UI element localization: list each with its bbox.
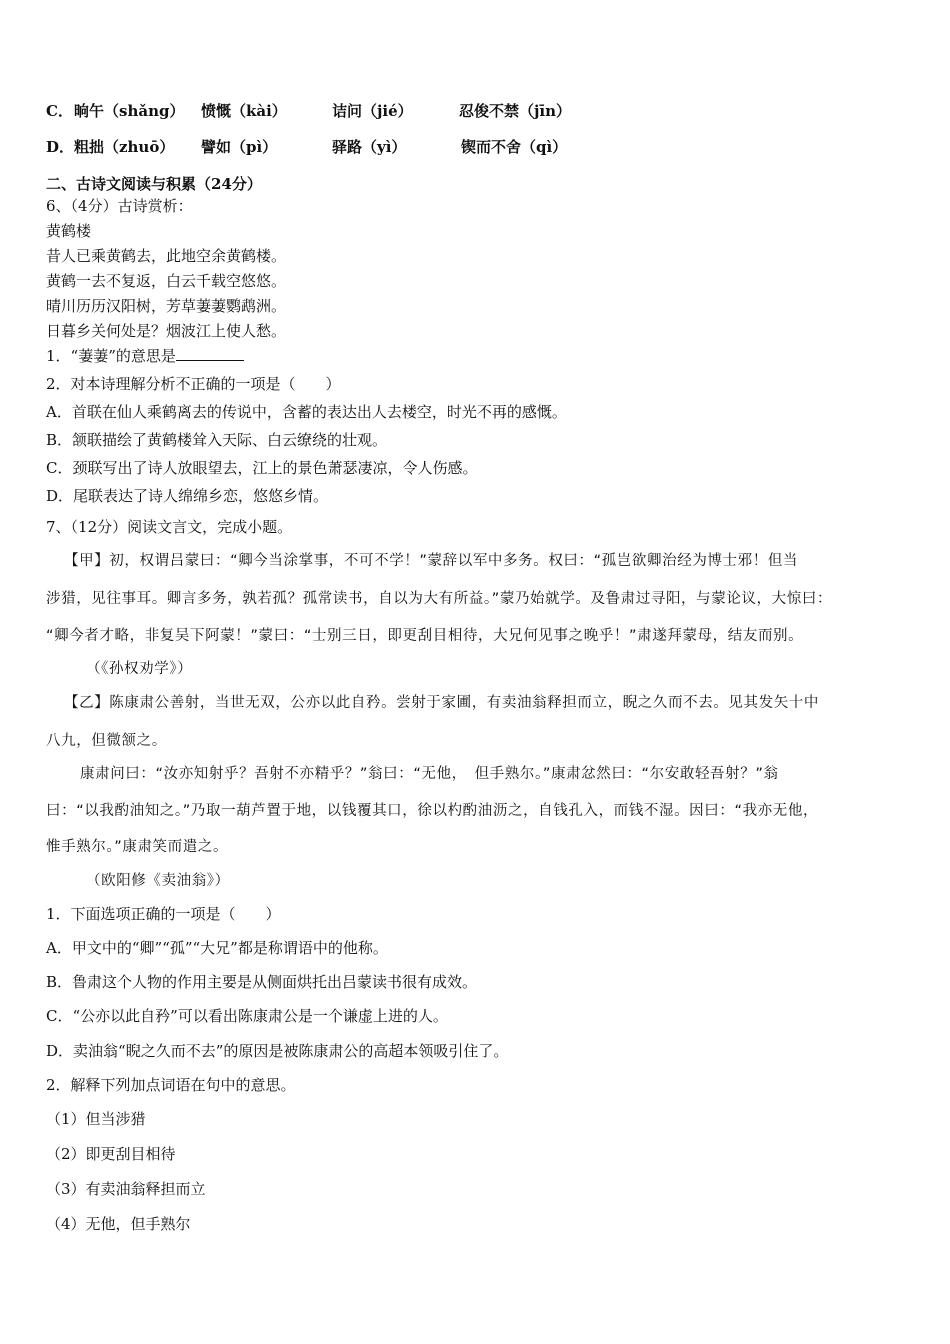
option-letter-c: C． bbox=[46, 102, 73, 120]
option-d-item-2: 譬如（pì） bbox=[201, 138, 278, 156]
q6-choice-d: D．尾联表达了诗人绵绵乡恋，悠悠乡情。 bbox=[46, 487, 329, 505]
option-c-item-4: 忍俊不禁（jīn） bbox=[459, 102, 572, 120]
poem-line: 昔人已乘黄鹤去，此地空余黄鹤楼。 bbox=[46, 247, 287, 265]
option-row-c bbox=[46, 101, 646, 123]
option-letter-d: D． bbox=[46, 138, 75, 156]
passage-yi-line: 曰：“以我酌油知之。”乃取一葫芦置于地，以钱覆其口，徐以杓酌油沥之，自钱孔入，而钱不湿。因曰：“我亦无他， bbox=[46, 803, 819, 819]
q7-term: （4）无他，但手熟尔 bbox=[46, 1215, 191, 1233]
q6-sub2: 2．对本诗理解分析不正确的一项是（ ） bbox=[46, 375, 341, 393]
passage-jia-line: “卿今者才略，非复吴下阿蒙！”蒙曰：“士别三日，即更刮目相待，大兄何见事之晚乎！”肃遂拜蒙母，结友而别。 bbox=[46, 628, 804, 644]
passage-yi-line: 八九，但微颔之。 bbox=[46, 733, 167, 749]
passage-jia-line: 【甲】初，权谓吕蒙曰：“卿今当涂掌事，不可不学！”蒙辞以军中多务。权曰：“孤岂欲卿治经为博士邪！但当 bbox=[64, 553, 799, 569]
q6-sub1 bbox=[46, 346, 244, 366]
passage-jia-source: （《孙权劝学》） bbox=[86, 661, 193, 677]
poem-line: 日暮乡关何处是？烟波江上使人愁。 bbox=[46, 322, 287, 340]
q7-choice-b: B．鲁肃这个人物的作用主要是从侧面烘托出吕蒙读书很有成效。 bbox=[46, 973, 478, 991]
passage-yi-line: 【乙】陈康肃公善射，当世无双，公亦以此自矜。尝射于家圃，有卖油翁释担而立，睨之久而不去。见其发矢十中 bbox=[64, 695, 819, 711]
q7-sub2: 2．解释下列加点词语在句中的意思。 bbox=[46, 1076, 296, 1094]
q6-choice-a: A．首联在仙人乘鹤离去的传说中，含蓄的表达出人去楼空，时光不再的感慨。 bbox=[46, 403, 567, 421]
q7-choice-d: D．卖油翁“睨之久而不去”的原因是被陈康肃公的高超本领吸引住了。 bbox=[46, 1042, 509, 1060]
poem-title: 黄鹤楼 bbox=[46, 222, 92, 240]
q6-choice-c: C．颈联写出了诗人放眼望去，江上的景色萧瑟凄凉，令人伤感。 bbox=[46, 459, 478, 477]
q7-term: （3）有卖油翁释担而立 bbox=[46, 1180, 206, 1198]
passage-jia-line: 涉猎，见往事耳。卿言多务，孰若孤？孤常读书，自以为大有所益。”蒙乃始就学。及鲁肃过寻阳，与蒙论议，大惊曰： bbox=[46, 591, 833, 607]
section-title: 二、古诗文阅读与积累（24分） bbox=[46, 175, 262, 193]
option-row-d bbox=[46, 137, 646, 159]
answer-blank[interactable] bbox=[176, 346, 244, 361]
option-c-item-1: 晌午（shǎng） bbox=[74, 102, 185, 120]
option-c-item-3: 诘问（jié） bbox=[332, 102, 413, 120]
option-c-item-2: 愤慨（kài） bbox=[201, 102, 287, 120]
poem-line: 晴川历历汉阳树，芳草萋萋鹦鹉洲。 bbox=[46, 297, 287, 315]
q7-sub1: 1．下面选项正确的一项是（ ） bbox=[46, 905, 281, 923]
q6-heading: 6、（4分）古诗赏析： bbox=[46, 197, 193, 215]
q7-choice-c: C．“公亦以此自矜”可以看出陈康肃公是一个谦虚上进的人。 bbox=[46, 1007, 448, 1025]
q7-term: （2）即更刮目相待 bbox=[46, 1145, 176, 1163]
q6-choice-b: B．颔联描绘了黄鹤楼耸入天际、白云缭绕的壮观。 bbox=[46, 431, 388, 449]
passage-yi-source: （欧阳修《卖油翁》） bbox=[86, 873, 230, 889]
passage-yi-line: 惟手熟尔。”康肃笑而遣之。 bbox=[46, 839, 229, 855]
option-d-item-4: 锲而不舍（qì） bbox=[461, 138, 568, 156]
q6-sub1-text: 1．“萋萋”的意思是 bbox=[46, 347, 176, 365]
option-d-item-3: 驿路（yì） bbox=[332, 138, 407, 156]
q7-term: （1）但当涉猎 bbox=[46, 1110, 146, 1128]
option-d-item-1: 粗拙（zhuō） bbox=[74, 138, 175, 156]
passage-yi-line: 康肃问曰：“汝亦知射乎？吾射不亦精乎？”翁曰：“无他， 但手熟尔。”康肃忿然曰：“尔安敢轻吾射？”翁 bbox=[80, 766, 779, 782]
poem-line: 黄鹤一去不复返，白云千载空悠悠。 bbox=[46, 272, 287, 290]
q7-heading: 7、（12分）阅读文言文，完成小题。 bbox=[46, 518, 293, 536]
q7-choice-a: A．甲文中的“卿”“孤”“大兄”都是称谓语中的他称。 bbox=[46, 939, 388, 957]
